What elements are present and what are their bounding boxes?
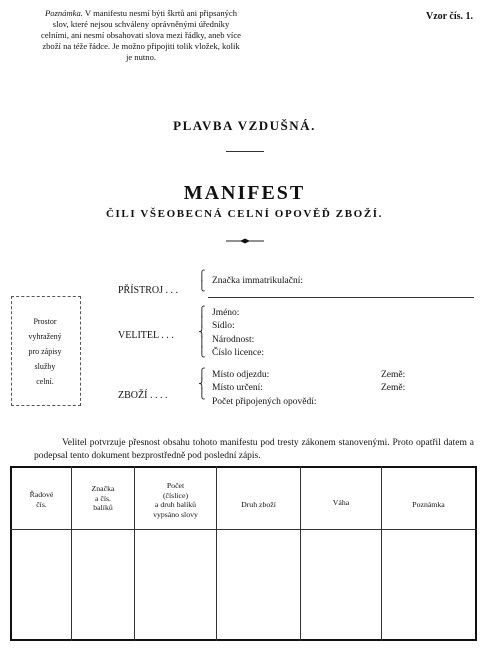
pristroj-label: PŘÍSTROJ — [118, 285, 164, 296]
form-number: Vzor čís. 1. — [426, 11, 474, 22]
column-header-marks: Značka a čís. balíků — [91, 484, 115, 512]
heading-divider — [226, 151, 264, 152]
column-header-count: Počet (číslice) a druh balíků vypsáno slovy — [153, 481, 198, 519]
departure-field: Místo odjezdu: — [212, 370, 270, 380]
document-heading: PLAVBA VZDUŠNÁ. — [173, 118, 316, 133]
commander-seat-field: Sídlo: — [212, 321, 235, 331]
document-title: MANIFEST — [183, 182, 306, 204]
table-header-divider — [10, 529, 477, 530]
column-header-goods-type: Druh zboží — [241, 500, 276, 509]
column-header-weight: Váha — [332, 498, 350, 507]
zbozi-label: ZBOŽÍ — [118, 390, 148, 401]
brace-pristroj-icon: ⎧ ⎩ — [198, 271, 206, 292]
registration-field: Značka immatrikulační: — [212, 276, 304, 286]
document-subtitle: ČILI VŠEOBECNÁ CELNÍ OPOVĚĎ ZBOŽÍ. — [106, 208, 383, 220]
column-header-order: Řadové čís. — [29, 490, 54, 509]
velitel-label: VELITEL — [118, 330, 159, 341]
section-label-pristroj: PŘÍSTROJ . . . — [118, 285, 179, 296]
brace-zbozi-icon: ⎧ ⎨ ⎩ — [198, 369, 206, 400]
column-header-remarks: Poznámka — [412, 500, 445, 509]
section-label-velitel: VELITEL . . . — [118, 330, 174, 341]
brace-velitel-icon: ⎧ ⎪ ⎨ ⎪ ⎩ — [198, 307, 206, 358]
table-column-divider — [381, 466, 382, 641]
commander-license-field: Číslo licence: — [212, 348, 264, 358]
note-lead: Poznámka. — [44, 8, 83, 18]
section-label-zbozi: ZBOŽÍ . . . . — [118, 390, 168, 401]
registration-underline — [208, 297, 474, 298]
ornament-divider-icon — [226, 237, 264, 245]
commander-name-field: Jméno: — [212, 308, 240, 318]
attached-declarations-field: Počet připojených opovědí: — [212, 397, 317, 407]
note-text: V manifestu nesmí býti škrtů ani připsaných slov, které nejsou schváleny oprávněnými úředníky celními, ani nesmí obsahovati slova mezi řádky, aneb více zboží na téže řádce. Je možno připojiti tolik vložek, kolik je nutno. — [41, 8, 241, 62]
commander-statement: Velitel potvrzuje přesnost obsahu tohoto manifestu pod tresty zákonem stanovenými. Proto opatřil datem a podepsal tento dokument bezprostředně pod poslední zápis. — [34, 438, 474, 461]
departure-country-field: Země: — [381, 370, 406, 380]
table-column-divider — [216, 466, 217, 641]
table-column-divider — [300, 466, 301, 641]
destination-field: Místo určení: — [212, 383, 263, 393]
customs-stamp-text: Prostor vyhražený pro zápisy služby celní. — [28, 317, 62, 386]
manifest-note — [40, 8, 242, 63]
commander-nationality-field: Národnost: — [212, 335, 255, 345]
destination-country-field: Země: — [381, 383, 406, 393]
